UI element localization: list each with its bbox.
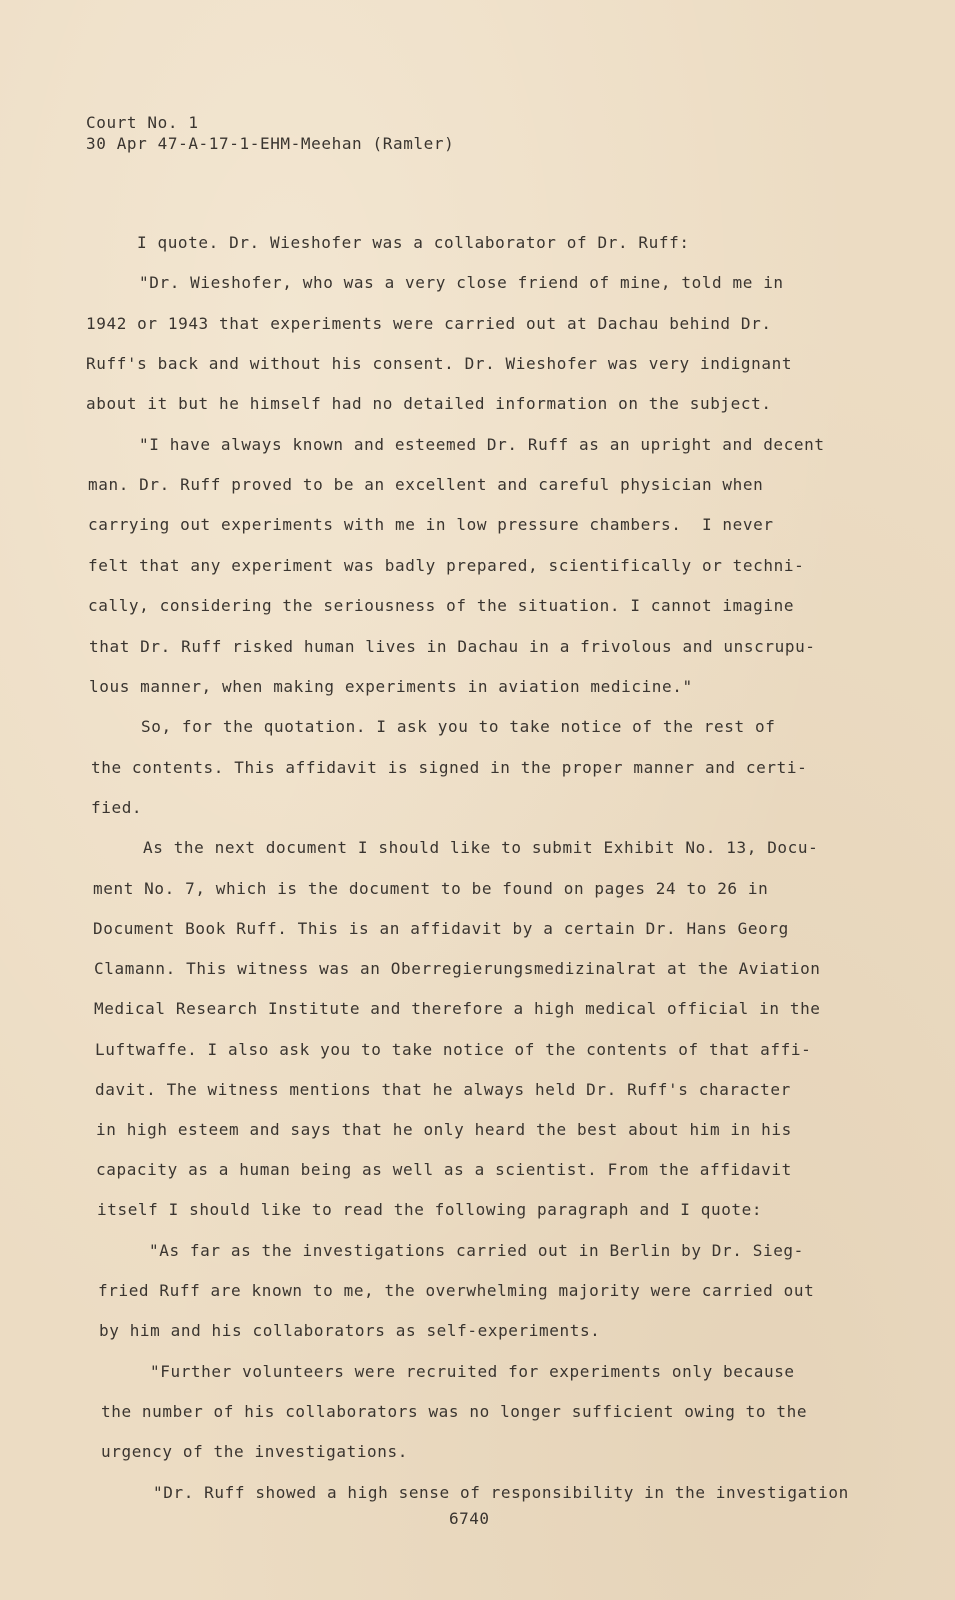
body-line: urgency of the investigations. bbox=[101, 1442, 408, 1461]
body-line: Ruff's back and without his consent. Dr. Wieshofer was very indignant bbox=[86, 354, 793, 373]
body-line: "Dr. Wieshofer, who was a very close friend of mine, told me in bbox=[139, 273, 784, 292]
court-number: Court No. 1 bbox=[86, 113, 199, 132]
body-line: "Dr. Ruff showed a high sense of responsibility in the investigation bbox=[153, 1483, 849, 1502]
page-number: 6740 bbox=[449, 1509, 490, 1528]
body-line: lous manner, when making experiments in aviation medicine." bbox=[89, 677, 693, 696]
body-line: "As far as the investigations carried out in Berlin by Dr. Sieg- bbox=[149, 1241, 804, 1260]
body-line: ment No. 7, which is the document to be found on pages 24 to 26 in bbox=[93, 879, 769, 898]
body-line: carrying out experiments with me in low pressure chambers. I never bbox=[88, 515, 774, 534]
body-line: As the next document I should like to submit Exhibit No. 13, Docu- bbox=[143, 838, 819, 857]
body-line: felt that any experiment was badly prepared, scientifically or techni- bbox=[88, 556, 805, 575]
body-line: Luftwaffe. I also ask you to take notice of the contents of that affi- bbox=[95, 1040, 812, 1059]
body-line: capacity as a human being as well as a scientist. From the affidavit bbox=[96, 1160, 792, 1179]
body-line: that Dr. Ruff risked human lives in Dachau in a frivolous and unscrupu- bbox=[89, 637, 816, 656]
body-line: Document Book Ruff. This is an affidavit by a certain Dr. Hans Georg bbox=[93, 919, 789, 938]
transcript-reference: 30 Apr 47-A-17-1-EHM-Meehan (Ramler) bbox=[86, 134, 455, 153]
body-line: itself I should like to read the following paragraph and I quote: bbox=[97, 1200, 763, 1219]
body-line: about it but he himself had no detailed information on the subject. bbox=[86, 394, 772, 413]
body-line: the contents. This affidavit is signed in the proper manner and certi- bbox=[91, 758, 808, 777]
body-line: by him and his collaborators as self-experiments. bbox=[99, 1321, 601, 1340]
body-line: the number of his collaborators was no longer sufficient owing to the bbox=[101, 1402, 808, 1421]
body-line: man. Dr. Ruff proved to be an excellent and careful physician when bbox=[88, 475, 764, 494]
body-line: "I have always known and esteemed Dr. Ruff as an upright and decent bbox=[139, 435, 825, 454]
body-line: davit. The witness mentions that he always held Dr. Ruff's character bbox=[95, 1080, 791, 1099]
body-line: "Further volunteers were recruited for experiments only because bbox=[150, 1362, 795, 1381]
body-line: fied. bbox=[91, 798, 143, 817]
body-line: I quote. Dr. Wieshofer was a collaborator of Dr. Ruff: bbox=[137, 233, 690, 252]
body-line: in high esteem and says that he only heard the best about him in his bbox=[96, 1120, 792, 1139]
body-line: cally, considering the seriousness of the situation. I cannot imagine bbox=[88, 596, 795, 615]
body-line: Medical Research Institute and therefore a high medical official in the bbox=[94, 999, 821, 1018]
body-line: 1942 or 1943 that experiments were carried out at Dachau behind Dr. bbox=[86, 314, 772, 333]
body-line: So, for the quotation. I ask you to take notice of the rest of bbox=[141, 717, 776, 736]
body-line: fried Ruff are known to me, the overwhelming majority were carried out bbox=[98, 1281, 815, 1300]
body-line: Clamann. This witness was an Oberregierungsmedizinalrat at the Aviation bbox=[94, 959, 821, 978]
